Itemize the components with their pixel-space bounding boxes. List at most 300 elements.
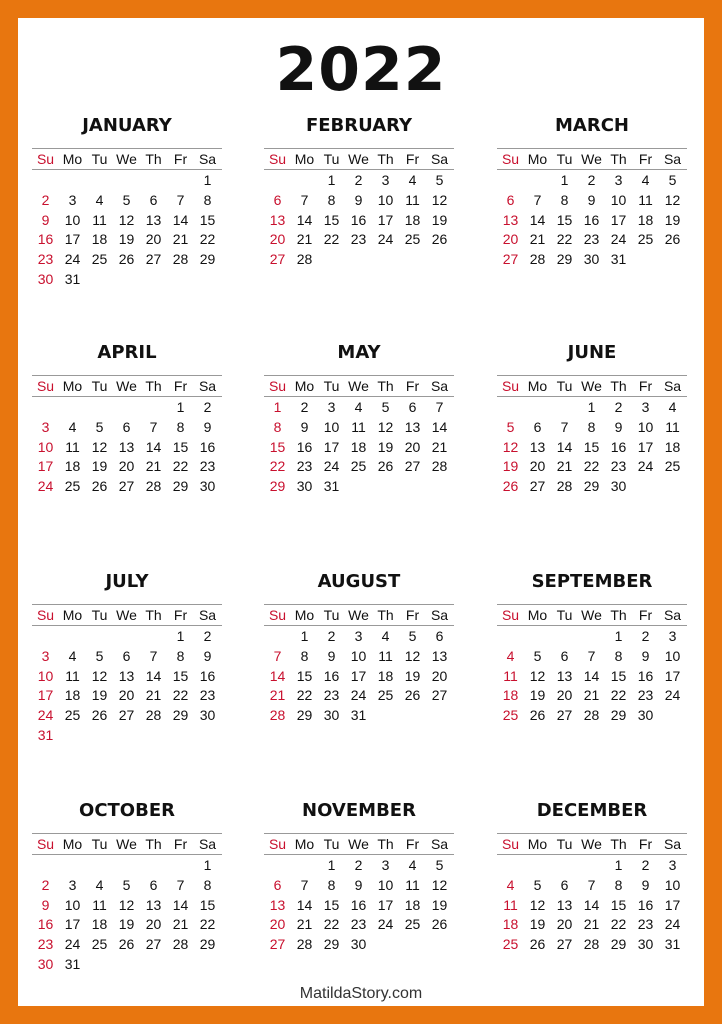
day-cell: 6 — [560, 647, 569, 664]
day-cell: 8 — [273, 418, 282, 435]
day-cell: 24 — [377, 916, 394, 933]
day-cell — [551, 627, 578, 647]
day-cell: 4 — [506, 876, 515, 893]
day-cell: 17 — [37, 687, 54, 704]
day-cell — [86, 171, 113, 191]
day-cell: 3 — [68, 876, 77, 893]
day-cell: 14 — [296, 211, 313, 228]
day-cell: 1 — [614, 628, 623, 644]
day-cell — [372, 250, 399, 270]
weekday-header — [497, 148, 687, 170]
day-cell: 13 — [269, 896, 286, 913]
day-cell: 18 — [64, 687, 81, 704]
day-cell: 10 — [377, 191, 394, 208]
day-cell: 7 — [587, 647, 596, 664]
weekday-label: Sa — [663, 607, 682, 623]
weekday-label: Fr — [638, 151, 653, 167]
weekday-label: We — [581, 378, 602, 394]
weekday-label: Th — [610, 836, 627, 852]
day-cell: 11 — [638, 191, 653, 208]
day-cell: 3 — [614, 172, 623, 188]
day-cell: 5 — [435, 172, 444, 188]
weekday-label: We — [116, 607, 137, 623]
day-cell: 26 — [118, 251, 135, 268]
day-cell — [426, 477, 453, 497]
week-row — [264, 935, 454, 955]
week-row — [32, 706, 222, 726]
day-cell: 13 — [556, 896, 573, 913]
week-row — [497, 418, 687, 438]
weekday-label: Su — [268, 378, 287, 394]
month-days — [497, 626, 687, 726]
day-cell — [140, 270, 167, 290]
day-cell: 21 — [172, 231, 189, 248]
month-name: DECEMBER — [536, 800, 648, 821]
day-cell: 18 — [664, 438, 681, 455]
day-cell: 17 — [377, 211, 394, 228]
weekday-label: Th — [610, 607, 627, 623]
week-row — [264, 438, 454, 458]
day-cell: 16 — [37, 231, 54, 248]
day-cell — [497, 856, 524, 876]
day-cell: 19 — [502, 458, 519, 475]
day-cell: 29 — [610, 936, 627, 953]
weekday-header — [32, 375, 222, 397]
day-cell: 7 — [149, 418, 158, 435]
day-cell: 15 — [583, 438, 600, 455]
weekday-label: Sa — [198, 836, 217, 852]
day-cell: 14 — [583, 896, 600, 913]
weekday-header — [497, 833, 687, 855]
day-cell: 28 — [583, 707, 600, 724]
day-cell: 14 — [172, 896, 189, 913]
day-cell: 21 — [583, 916, 600, 933]
day-cell: 30 — [323, 707, 340, 724]
week-row — [32, 935, 222, 955]
month-days — [32, 397, 222, 497]
day-cell: 30 — [37, 955, 54, 972]
week-row — [497, 876, 687, 896]
day-cell — [32, 171, 59, 191]
weekday-label: Fr — [405, 378, 420, 394]
week-row — [264, 398, 454, 418]
day-cell: 24 — [64, 251, 81, 268]
weekday-label: Su — [36, 378, 55, 394]
day-cell: 20 — [556, 916, 573, 933]
day-cell — [264, 856, 291, 876]
weekday-label: Th — [377, 607, 394, 623]
day-cell: 8 — [176, 647, 185, 664]
week-row — [264, 686, 454, 706]
weekday-label: Sa — [430, 607, 449, 623]
day-cell: 1 — [614, 857, 623, 873]
day-cell: 15 — [323, 211, 340, 228]
weekday-label: Mo — [294, 378, 315, 394]
day-cell: 4 — [68, 418, 77, 435]
day-cell: 24 — [377, 231, 394, 248]
weekday-label: Mo — [62, 836, 83, 852]
day-cell: 15 — [323, 896, 340, 913]
week-row — [497, 915, 687, 935]
day-cell: 10 — [637, 418, 654, 435]
day-cell: 20 — [431, 667, 448, 684]
day-cell: 18 — [404, 896, 421, 913]
month-october — [32, 799, 222, 975]
day-cell — [578, 856, 605, 876]
day-cell — [372, 477, 399, 497]
weekday-label: Mo — [527, 378, 548, 394]
day-cell: 15 — [296, 667, 313, 684]
day-cell: 27 — [145, 936, 162, 953]
weekday-label: Tu — [91, 607, 108, 623]
day-cell — [659, 477, 686, 497]
day-cell: 17 — [64, 231, 81, 248]
calendar-year: 2022 — [275, 35, 447, 105]
day-cell: 26 — [431, 231, 448, 248]
day-cell — [426, 250, 453, 270]
day-cell: 10 — [37, 667, 54, 684]
weekday-header — [32, 604, 222, 626]
weekday-label: Mo — [527, 607, 548, 623]
day-cell: 22 — [583, 458, 600, 475]
day-cell: 10 — [64, 211, 81, 228]
day-cell — [167, 270, 194, 290]
day-cell: 30 — [37, 270, 54, 287]
day-cell — [86, 270, 113, 290]
day-cell — [659, 250, 686, 270]
day-cell: 8 — [560, 191, 569, 208]
day-cell: 4 — [641, 172, 650, 188]
day-cell: 1 — [300, 628, 309, 644]
day-cell: 7 — [435, 399, 444, 415]
day-cell: 26 — [118, 936, 135, 953]
day-cell: 25 — [637, 231, 654, 248]
day-cell: 14 — [556, 438, 573, 455]
day-cell: 28 — [172, 251, 189, 268]
weekday-label: Sa — [198, 378, 217, 394]
day-cell: 2 — [203, 399, 212, 415]
day-cell — [524, 398, 551, 418]
weekday-label: Tu — [91, 151, 108, 167]
day-cell: 29 — [556, 251, 573, 268]
day-cell: 27 — [118, 478, 135, 495]
day-cell: 4 — [408, 172, 417, 188]
day-cell — [113, 171, 140, 191]
weekday-label: Th — [145, 607, 162, 623]
weekday-label: Tu — [556, 836, 573, 852]
day-cell: 7 — [176, 876, 185, 893]
day-cell: 26 — [91, 478, 108, 495]
month-days — [264, 855, 454, 955]
day-cell: 9 — [41, 211, 50, 228]
day-cell: 1 — [176, 399, 185, 415]
day-cell: 12 — [377, 418, 394, 435]
day-cell: 2 — [354, 857, 363, 873]
day-cell: 20 — [269, 916, 286, 933]
weekday-label: Tu — [323, 607, 340, 623]
day-cell: 18 — [502, 687, 519, 704]
day-cell: 17 — [377, 896, 394, 913]
week-row — [32, 418, 222, 438]
day-cell: 20 — [145, 231, 162, 248]
day-cell: 1 — [203, 857, 212, 873]
day-cell: 11 — [92, 211, 107, 228]
day-cell: 27 — [118, 707, 135, 724]
day-cell: 16 — [637, 667, 654, 684]
day-cell: 19 — [529, 916, 546, 933]
month-days — [32, 170, 222, 290]
week-row — [32, 191, 222, 211]
day-cell: 19 — [664, 211, 681, 228]
weekday-label: Mo — [62, 607, 83, 623]
day-cell: 23 — [199, 458, 216, 475]
day-cell: 12 — [529, 667, 546, 684]
day-cell: 29 — [269, 478, 286, 495]
weekday-header — [497, 604, 687, 626]
day-cell: 9 — [587, 191, 596, 208]
day-cell — [399, 250, 426, 270]
day-cell — [399, 477, 426, 497]
weekday-label: Sa — [198, 151, 217, 167]
day-cell — [167, 726, 194, 746]
day-cell: 20 — [502, 231, 519, 248]
day-cell: 10 — [664, 647, 681, 664]
day-cell: 15 — [199, 211, 216, 228]
day-cell: 22 — [610, 916, 627, 933]
month-august — [264, 570, 454, 726]
week-row — [32, 876, 222, 896]
weekday-label: We — [581, 836, 602, 852]
day-cell — [140, 398, 167, 418]
weekday-label: Su — [268, 151, 287, 167]
day-cell — [140, 627, 167, 647]
day-cell: 1 — [203, 172, 212, 188]
month-name: AUGUST — [317, 571, 401, 592]
day-cell: 20 — [145, 916, 162, 933]
day-cell: 27 — [529, 478, 546, 495]
day-cell: 3 — [381, 172, 390, 188]
day-cell: 17 — [610, 211, 627, 228]
day-cell: 5 — [95, 647, 104, 664]
day-cell: 9 — [641, 876, 650, 893]
day-cell: 4 — [668, 399, 677, 415]
day-cell: 21 — [296, 231, 313, 248]
day-cell: 6 — [408, 399, 417, 415]
week-row — [264, 211, 454, 231]
week-row — [32, 667, 222, 687]
week-row — [32, 726, 222, 746]
day-cell — [86, 856, 113, 876]
day-cell — [140, 171, 167, 191]
day-cell: 21 — [529, 231, 546, 248]
day-cell: 30 — [350, 936, 367, 953]
day-cell: 19 — [404, 667, 421, 684]
day-cell: 28 — [269, 707, 286, 724]
day-cell: 5 — [122, 876, 131, 893]
day-cell: 16 — [37, 916, 54, 933]
day-cell: 28 — [296, 936, 313, 953]
day-cell — [167, 856, 194, 876]
day-cell: 23 — [323, 687, 340, 704]
day-cell — [194, 270, 221, 290]
day-cell: 24 — [37, 707, 54, 724]
day-cell: 9 — [327, 647, 336, 664]
weekday-label: Tu — [556, 151, 573, 167]
day-cell: 30 — [637, 707, 654, 724]
weekday-label: Sa — [663, 151, 682, 167]
day-cell: 5 — [435, 857, 444, 873]
day-cell: 30 — [199, 478, 216, 495]
day-cell: 22 — [172, 687, 189, 704]
day-cell: 13 — [118, 667, 135, 684]
day-cell: 22 — [296, 687, 313, 704]
day-cell: 14 — [269, 667, 286, 684]
day-cell: 9 — [41, 896, 50, 913]
day-cell: 15 — [556, 211, 573, 228]
month-april — [32, 341, 222, 497]
week-row — [32, 477, 222, 497]
day-cell — [524, 171, 551, 191]
day-cell: 28 — [431, 458, 448, 475]
day-cell: 18 — [350, 438, 367, 455]
day-cell: 14 — [172, 211, 189, 228]
day-cell: 4 — [381, 628, 390, 644]
day-cell: 19 — [91, 458, 108, 475]
day-cell: 28 — [145, 478, 162, 495]
week-row — [264, 418, 454, 438]
weekday-label: Su — [501, 607, 520, 623]
day-cell: 25 — [350, 458, 367, 475]
day-cell — [372, 706, 399, 726]
weekday-label: Mo — [62, 151, 83, 167]
day-cell: 9 — [300, 418, 309, 435]
weekday-header — [264, 833, 454, 855]
day-cell: 16 — [199, 438, 216, 455]
day-cell: 17 — [664, 667, 681, 684]
day-cell: 14 — [583, 667, 600, 684]
day-cell — [497, 171, 524, 191]
day-cell: 23 — [37, 936, 54, 953]
footer-credit: MatildaStory.com — [299, 985, 423, 1002]
weekday-label: Tu — [556, 378, 573, 394]
day-cell — [291, 856, 318, 876]
weekday-label: Fr — [173, 607, 188, 623]
day-cell — [140, 856, 167, 876]
day-cell — [551, 856, 578, 876]
weekday-label: Su — [268, 836, 287, 852]
weekday-label: Th — [377, 151, 394, 167]
day-cell: 7 — [273, 647, 282, 664]
day-cell — [264, 627, 291, 647]
day-cell: 23 — [350, 231, 367, 248]
month-name: JULY — [105, 571, 149, 592]
day-cell: 11 — [665, 418, 680, 435]
day-cell: 5 — [381, 399, 390, 415]
day-cell: 23 — [37, 251, 54, 268]
month-name: APRIL — [97, 342, 157, 363]
day-cell: 1 — [327, 172, 336, 188]
weekday-label: Th — [610, 378, 627, 394]
day-cell: 17 — [64, 916, 81, 933]
day-cell: 17 — [37, 458, 54, 475]
month-name: NOVEMBER — [302, 800, 416, 821]
day-cell: 8 — [176, 418, 185, 435]
weekday-label: Th — [145, 151, 162, 167]
day-cell: 11 — [405, 191, 420, 208]
week-row — [264, 230, 454, 250]
day-cell: 12 — [529, 896, 546, 913]
weekday-label: Mo — [527, 151, 548, 167]
day-cell: 12 — [118, 896, 135, 913]
day-cell: 4 — [506, 647, 515, 664]
month-march — [497, 114, 687, 270]
week-row — [264, 667, 454, 687]
day-cell — [194, 726, 221, 746]
weekday-label: Su — [268, 607, 287, 623]
day-cell: 15 — [199, 896, 216, 913]
day-cell: 27 — [269, 251, 286, 268]
month-july — [32, 570, 222, 746]
day-cell: 9 — [641, 647, 650, 664]
weekday-label: Fr — [638, 607, 653, 623]
week-row — [497, 896, 687, 916]
week-row — [32, 856, 222, 876]
weekday-label: We — [581, 607, 602, 623]
day-cell: 10 — [610, 191, 627, 208]
weekday-label: Tu — [91, 378, 108, 394]
day-cell — [632, 477, 659, 497]
day-cell: 11 — [65, 438, 80, 455]
day-cell: 2 — [354, 172, 363, 188]
week-row — [32, 438, 222, 458]
day-cell: 6 — [560, 876, 569, 893]
day-cell: 22 — [323, 916, 340, 933]
day-cell: 15 — [269, 438, 286, 455]
day-cell: 14 — [145, 438, 162, 455]
week-row — [497, 627, 687, 647]
day-cell: 19 — [118, 231, 135, 248]
day-cell: 9 — [203, 647, 212, 664]
weekday-label: Fr — [173, 378, 188, 394]
week-row — [264, 457, 454, 477]
day-cell: 27 — [269, 936, 286, 953]
day-cell: 28 — [556, 478, 573, 495]
day-cell: 30 — [637, 936, 654, 953]
day-cell: 10 — [64, 896, 81, 913]
day-cell: 4 — [408, 857, 417, 873]
day-cell: 2 — [41, 876, 50, 893]
day-cell: 25 — [91, 936, 108, 953]
day-cell: 24 — [64, 936, 81, 953]
day-cell: 11 — [503, 667, 518, 684]
day-cell: 25 — [404, 916, 421, 933]
day-cell: 30 — [199, 707, 216, 724]
week-row — [497, 706, 687, 726]
day-cell: 3 — [41, 647, 50, 664]
day-cell: 16 — [583, 211, 600, 228]
day-cell: 26 — [529, 936, 546, 953]
day-cell: 7 — [149, 647, 158, 664]
weekday-label: Th — [610, 151, 627, 167]
day-cell: 6 — [533, 418, 542, 435]
day-cell: 31 — [323, 478, 340, 495]
day-cell: 10 — [664, 876, 681, 893]
day-cell: 15 — [172, 667, 189, 684]
day-cell — [345, 250, 372, 270]
day-cell: 30 — [583, 251, 600, 268]
day-cell: 29 — [583, 478, 600, 495]
week-row — [497, 191, 687, 211]
